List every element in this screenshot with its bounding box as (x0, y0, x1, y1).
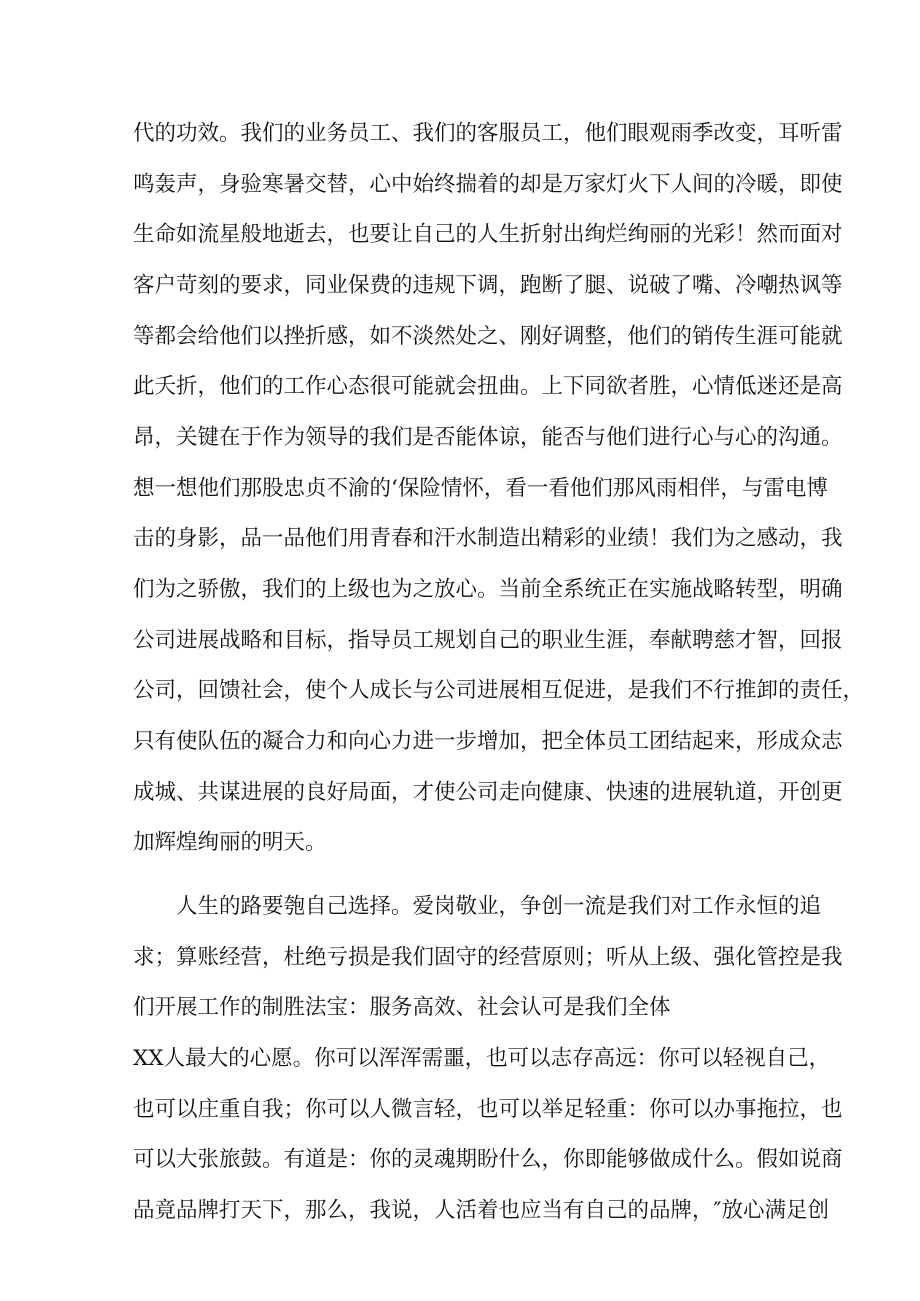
text-line: 只有使队伍的凝合力和向心力进一步增加，把全体员工团结起来，形成众志 (133, 729, 843, 754)
text-line: 生命如流星般地逝去，也要让自己的人生折射出绚烂绚丽的光彩！然而面对 (133, 222, 843, 247)
text-line: 加辉煌绚丽的明天。 (133, 830, 327, 855)
text-line: 公司进展战略和目标，指导员工规划自己的职业生涯，奉献聘慈才智，回报 (133, 628, 843, 653)
text-line: 想一想他们那股忠贞不渝的‘保险情怀，看一看他们那风雨相伴，与雷电博 (133, 476, 828, 501)
text-line: 鸣轰声，身验寒暑交替，心中始终揣着的却是万家灯火下人间的冷暖，即使 (133, 172, 843, 197)
text-line: 公司，回馈社会，使个人成长与公司进展相互促进，是我们不行推卸的责任， (133, 678, 865, 703)
text-line: 客户苛刻的要求，同业保费的违规下调，跑断了腿、说破了嘴、冷嘲热讽等 (133, 273, 843, 298)
text-line: 们为之骄傲，我们的上级也为之放心。当前全系统正在实施战略转型，明确 (133, 577, 843, 602)
text-line: 成城、共谋进展的良好局面，才使公司走向健康、快速的进展轨道，开创更 (133, 780, 843, 805)
text-line: 等都会给他们以挫折感，如不淡然处之、刚好调整，他们的销传生涯可能就 (133, 324, 843, 349)
text-line: 求；算账经营，杜绝亏损是我们固守的经营原则；听从上级、强化管控是我 (133, 945, 843, 970)
text-line: 昂，关键在于作为领导的我们是否能体谅，能否与他们进行心与心的沟通。 (133, 425, 843, 450)
text-line: 人生的路要匏自己选择。爱岗敬业，争创一流是我们对工作永恒的追 (176, 894, 822, 919)
text-line: 品竟品牌打天下，那么，我说，人活着也应当有自己的品牌，″放心满足创 (133, 1198, 830, 1223)
text-line: 击的身影，品一品他们用青春和汗水制造出精彩的业绩！我们为之感动，我 (133, 526, 843, 551)
text-line: 代的功效。我们的业务员工、我们的客服员工，他们眼观雨季改变，耳听雷 (133, 121, 843, 146)
text-line: 也可以庄重自我；你可以人微言轻，也可以举足轻重：你可以办事拖拉，也 (133, 1097, 843, 1122)
text-line: 可以大张旅鼓。有道是：你的灵魂期盼什么，你即能够做成什么。假如说商 (133, 1147, 843, 1172)
text-line: 此夭折，他们的工作心态很可能就会扭曲。上下同欲者胜，心情低迷还是高 (133, 374, 843, 399)
text-line: 们开展工作的制胜法宝：服务高效、社会认可是我们全体 (133, 995, 671, 1020)
text-line: XX人最大的心愿。你可以浑浑需噩，也可以志存高远：你可以轻视自己， (133, 1046, 831, 1071)
